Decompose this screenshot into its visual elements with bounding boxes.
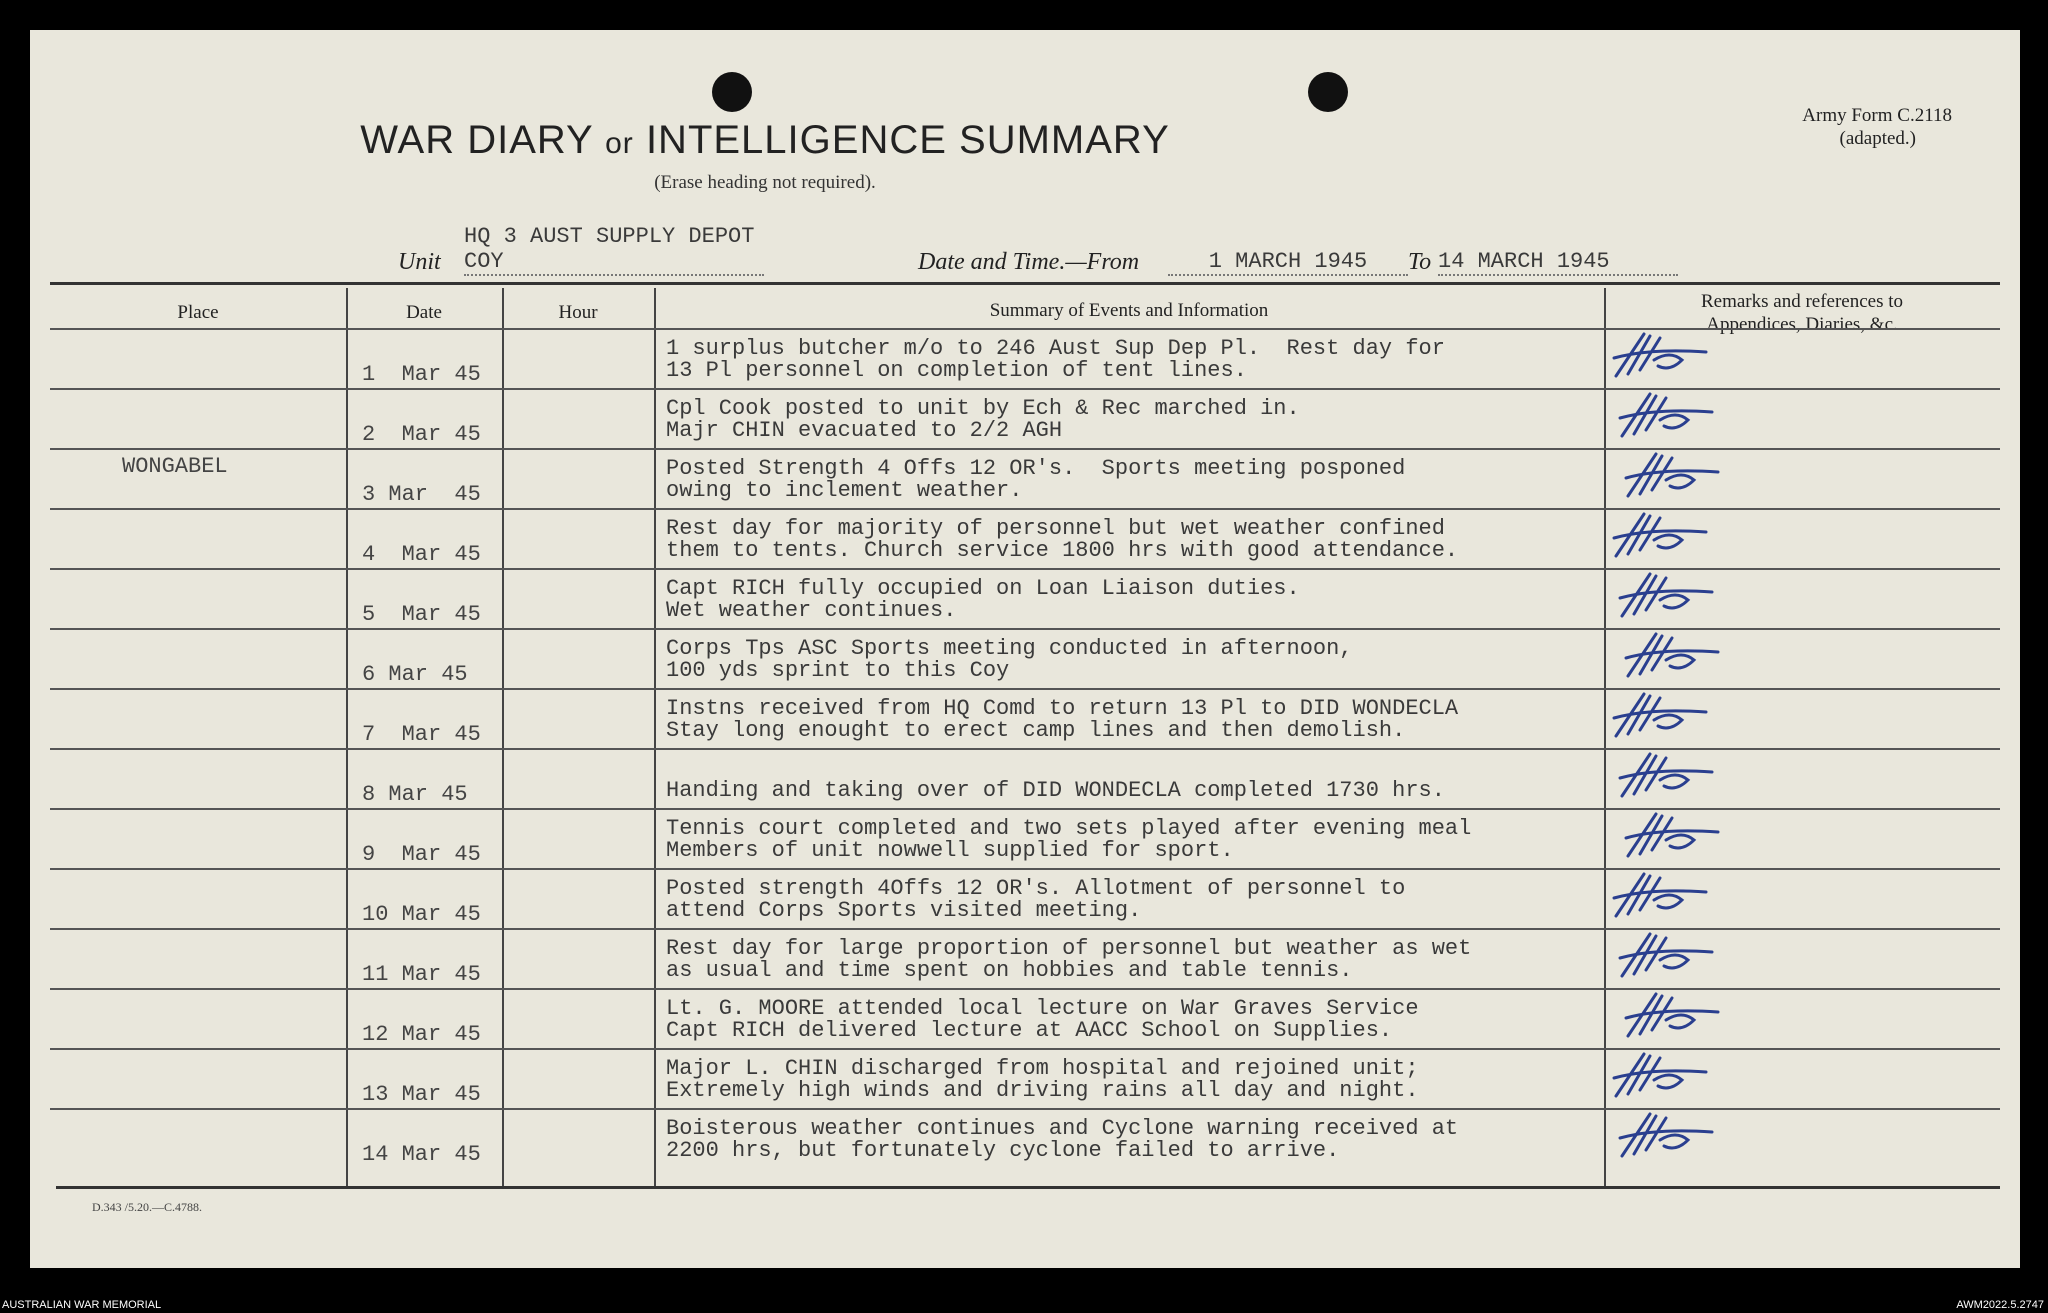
column-header-hour: Hour	[558, 302, 598, 323]
row-summary	[666, 458, 1405, 502]
row-summary	[666, 338, 1445, 382]
row-date: 14 Mar 45	[362, 1142, 481, 1167]
summary-line-1: Posted Strength 4 Offs 12 OR's. Sports meeting posponed	[666, 456, 1406, 481]
row-date: 11 Mar 45	[362, 962, 481, 987]
summary-line-2: Extremely high winds and driving rains all day and night.	[666, 1078, 1419, 1103]
initials-icon	[1616, 570, 1726, 622]
row-date: 5 Mar 45	[362, 602, 481, 627]
to-date: 14 MARCH 1945	[1438, 249, 1678, 276]
table-top-rule	[50, 282, 2000, 285]
punch-hole-right	[1308, 72, 1348, 112]
row-summary	[666, 638, 1353, 682]
table-bottom-rule	[56, 1186, 2000, 1189]
column-header-date: Date	[406, 302, 442, 323]
row-summary	[666, 1058, 1419, 1102]
initials-icon	[1610, 510, 1720, 562]
row-summary	[666, 758, 1445, 802]
initials-icon	[1616, 750, 1726, 802]
row-summary	[666, 518, 1458, 562]
summary-line-2: them to tents. Church service 1800 hrs with good attendance.	[666, 538, 1459, 563]
page-title: WAR DIARY or INTELLIGENCE SUMMARY	[360, 118, 1170, 162]
summary-line-1: Instns received from HQ Comd to return 13 Pl to DID WONDECLA	[666, 696, 1459, 721]
to-label: To	[1408, 249, 1432, 275]
row-date: 9 Mar 45	[362, 842, 481, 867]
row-summary	[666, 818, 1471, 862]
row-summary	[666, 698, 1458, 742]
unit-value: HQ 3 AUST SUPPLY DEPOT COY	[464, 224, 764, 276]
place-value: WONGABEL	[122, 454, 228, 479]
summary-line-2: 100 yds sprint to this Coy	[666, 658, 1010, 683]
summary-line-1: Capt RICH fully occupied on Loan Liaison duties.	[666, 576, 1300, 601]
initials-icon	[1616, 390, 1726, 442]
initials-icon	[1622, 450, 1732, 502]
column-divider	[1604, 288, 1606, 1186]
summary-line-1	[666, 758, 1445, 780]
row-date: 2 Mar 45	[362, 422, 481, 447]
initials-icon	[1616, 930, 1726, 982]
summary-line-2: Wet weather continues.	[666, 598, 957, 623]
summary-line-2: Stay long enought to erect camp lines and then demolish.	[666, 718, 1406, 743]
row-summary	[666, 878, 1405, 922]
summary-line-2: as usual and time spent on hobbies and table tennis.	[666, 958, 1353, 983]
unit-line	[398, 224, 1678, 276]
summary-line-1: Posted strength 4Offs 12 OR's. Allotment of personnel to	[666, 876, 1406, 901]
row-date: 8 Mar 45	[362, 782, 468, 807]
summary-line-2: Handing and taking over of DID WONDECLA completed 1730 hrs.	[666, 778, 1445, 803]
column-header-summary: Summary of Events and Information	[989, 300, 1269, 321]
erase-note: (Erase heading not required).	[654, 172, 876, 193]
print-code: D.343 /5.20.—C.4788.	[92, 1200, 203, 1214]
summary-line-1: Boisterous weather continues and Cyclone warning received at	[666, 1116, 1459, 1141]
summary-line-1: Major L. CHIN discharged from hospital and rejoined unit;	[666, 1056, 1419, 1081]
initials-icon	[1610, 1050, 1720, 1102]
initials-icon	[1610, 690, 1720, 742]
column-header-remarks: Remarks and references to Appendices, Diaries, &c.	[1700, 291, 1904, 335]
punch-hole-left	[712, 72, 752, 112]
row-summary	[666, 578, 1300, 622]
row-summary	[666, 998, 1419, 1042]
row-summary	[666, 398, 1300, 442]
summary-line-1: 1 surplus butcher m/o to 246 Aust Sup Dep Pl. Rest day for	[666, 336, 1445, 361]
row-date: 6 Mar 45	[362, 662, 468, 687]
row-date: 4 Mar 45	[362, 542, 481, 567]
summary-line-2: attend Corps Sports visited meeting.	[666, 898, 1142, 923]
initials-icon	[1622, 810, 1732, 862]
row-summary	[666, 938, 1471, 982]
archive-label-right: AWM2022.5.2747	[1956, 1299, 2044, 1311]
initials-icon	[1610, 330, 1720, 382]
summary-line-2: Majr CHIN evacuated to 2/2 AGH	[666, 418, 1063, 443]
column-divider	[502, 288, 504, 1186]
diary-page	[30, 30, 2020, 1268]
summary-line-2: owing to inclement weather.	[666, 478, 1023, 503]
initials-icon	[1616, 1110, 1726, 1162]
summary-line-2: 13 Pl personnel on completion of tent lines.	[666, 358, 1247, 383]
summary-line-1: Corps Tps ASC Sports meeting conducted in afternoon,	[666, 636, 1353, 661]
column-divider	[654, 288, 656, 1186]
row-date: 12 Mar 45	[362, 1022, 481, 1047]
summary-line-1: Cpl Cook posted to unit by Ech & Rec marched in.	[666, 396, 1300, 421]
initials-icon	[1622, 990, 1732, 1042]
summary-line-2: Members of unit nowwell supplied for sport.	[666, 838, 1234, 863]
column-header-place: Place	[177, 302, 219, 323]
from-date: 1 MARCH 1945	[1168, 249, 1408, 276]
summary-line-1: Rest day for majority of personnel but wet weather confined	[666, 516, 1445, 541]
initials-icon	[1622, 630, 1732, 682]
army-form-label: Army Form C.2118 (adapted.)	[1802, 105, 1952, 149]
unit-label: Unit	[398, 249, 441, 275]
date-time-label: Date and Time.—From	[918, 249, 1140, 275]
row-date: 10 Mar 45	[362, 902, 481, 927]
row-date: 7 Mar 45	[362, 722, 481, 747]
summary-line-1: Lt. G. MOORE attended local lecture on War Graves Service	[666, 996, 1419, 1021]
row-date: 1 Mar 45	[362, 362, 481, 387]
summary-line-2: 2200 hrs, but fortunately cyclone failed to arrive.	[666, 1138, 1340, 1163]
summary-line-1: Rest day for large proportion of personnel but weather as wet	[666, 936, 1472, 961]
column-divider	[346, 288, 348, 1186]
row-date: 13 Mar 45	[362, 1082, 481, 1107]
archive-label-left: AUSTRALIAN WAR MEMORIAL	[2, 1299, 162, 1311]
initials-icon	[1610, 870, 1720, 922]
row-date: 3 Mar 45	[362, 482, 481, 507]
row-summary	[666, 1118, 1458, 1162]
summary-line-1: Tennis court completed and two sets played after evening meal	[666, 816, 1472, 841]
summary-line-2: Capt RICH delivered lecture at AACC School on Supplies.	[666, 1018, 1393, 1043]
